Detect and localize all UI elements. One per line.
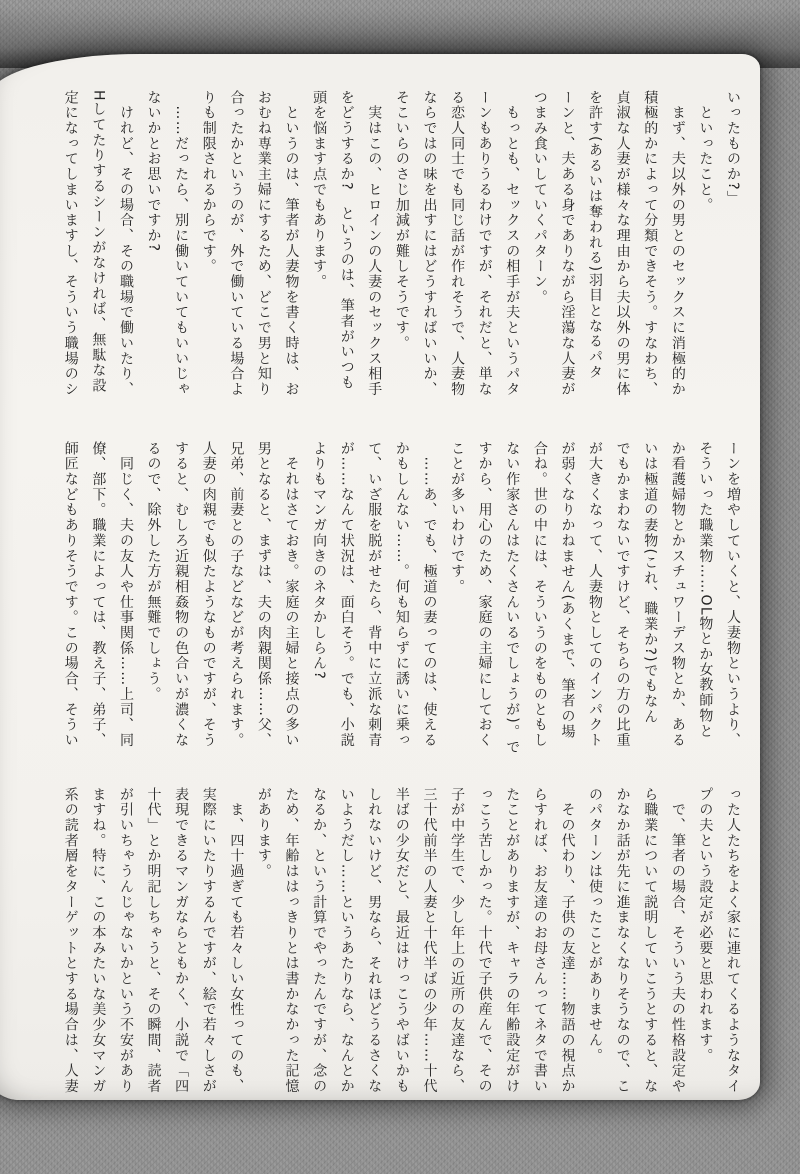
text-column: らすれば、お友達のお母さんってネタで書い (531, 787, 548, 1094)
text-column: ……あ、でも、極道の妻ってのは、使える (421, 441, 438, 748)
text-column: けれど、その場合、その職場で働いたり、 (117, 90, 134, 397)
text-column: 積極的かによって分類できそう。すなわち、 (642, 90, 659, 397)
text-column: 頭を悩ます点でもあります。 (311, 90, 328, 290)
text-column: った人たちをよく家に連れてくるようなタイ (725, 787, 741, 1094)
text-column: が引いちゃうんじゃないかという不安があり (117, 787, 134, 1094)
text-column: のパターンは使ったことがありません。 (587, 787, 604, 1064)
text-column: ならではの味を出すにはどうすればいいか、 (421, 90, 438, 397)
text-column: て、いざ服を脱がせたら、背中に立派な刺青 (366, 441, 383, 748)
text-column: 半ばの少女だと、最近はけっこうやばいかも (393, 787, 410, 1094)
text-column: をどうするか? というのは、筆者がいつも (338, 90, 355, 391)
text-column: 系の読者層をターゲットとする場合は、人妻 (62, 787, 79, 1094)
text-column: そういった職業物……OL物とか女教師物と (697, 441, 714, 739)
scanned-page (0, 54, 760, 1100)
text-column: そこいらのさじ加減が難しそうです。 (393, 90, 410, 351)
text-column: 僚、部下。職業によっては、教え子、弟子、 (90, 441, 107, 748)
text-column: 合ね。世の中には、そういうのをものともし (531, 441, 548, 748)
text-column: ま、四十過ぎても若々しい女性ってのも、 (228, 787, 245, 1094)
text-column: 合ったかというのが、外で働いている場合よ (228, 90, 245, 397)
text-column: 定になってしまいますし、そういう職場のシ (62, 90, 79, 397)
text-column: ないかとお思いですか? (145, 90, 162, 253)
text-column: その代わり、子供の友達……物語の視点か (559, 787, 576, 1094)
text-column: 実はこの、ヒロインの人妻のセックス相手 (366, 90, 383, 397)
text-column: ため、年齢ははっきりとは書かなかった記憶 (283, 787, 300, 1094)
text-column: おむね専業主婦にするため、どこで男と知り (255, 90, 272, 397)
text-column: ーンと、夫ある身でありながら淫蕩な人妻が (559, 90, 576, 397)
text-column: ますね。特に、この本みたいな美少女マンガ (90, 787, 107, 1094)
text-column: りも制限されるからです。 (200, 90, 217, 275)
text-column: 人妻の肉親でも似たようなものですが、そう (200, 441, 217, 748)
text-column: ーンを増やしていくと、人妻物というより、 (725, 441, 741, 748)
text-column: ら職業について説明していこうとすると、な (642, 787, 659, 1094)
text-column: しれないけど、男なら、それほどうるさくな (366, 787, 383, 1094)
text-column: を許す(あるいは奪われる)羽目となるパタ (587, 90, 604, 380)
text-column: でもかまわないですけど、そちらの方の比重 (614, 441, 631, 748)
text-column: かなか話が先に進まなくなりそうなので、こ (614, 787, 631, 1094)
text-column: ない作家さんはたくさんいるでしょうが)。で (504, 441, 521, 755)
text-column: すから、用心のため、家庭の主婦にしておく (476, 441, 493, 748)
text-column: で、筆者の場合、そういう夫の性格設定や (669, 787, 686, 1094)
text-column: Hしてたりするシーンがなければ、無駄な設 (90, 90, 107, 394)
text-column: 貞淑な人妻が様々な理由から夫以外の男に体 (614, 90, 631, 397)
text-column: まず、夫以外の男とのセックスに消極的か (669, 90, 686, 397)
text-column: かもしんない……。何も知らずに誘いに乗っ (393, 441, 410, 748)
text-band-bottom (56, 787, 746, 1103)
text-column: もっとも、セックスの相手が夫というパタ (504, 90, 521, 397)
text-column: があります。 (255, 787, 272, 880)
text-column: すると、むしろ近親相姦物の色合いが濃くな (173, 441, 190, 748)
text-column: いは極道の妻物(これ、職業か?)でもなん (642, 441, 659, 725)
text-column: が……なんて状況は、面白そう。でも、小説 (338, 441, 355, 748)
text-column: 実際にいたりするんですが、絵で若々しさが (200, 787, 217, 1094)
text-column: 表現できるマンガならともかく、小説で「四 (173, 787, 190, 1094)
text-column: 兄弟、前妻との子などなどが考えられます。 (228, 441, 245, 748)
text-band-top (56, 90, 746, 406)
text-column: つまみ食いしていくパターン。 (531, 90, 548, 305)
text-column: いようだし……というあたりなら、なんとか (338, 787, 355, 1094)
text-column: プの夫という設定が必要と思われます。 (697, 787, 714, 1064)
text-column: それはさておき。家庭の主婦と接点の多い (283, 441, 300, 748)
text-column: 十代」とか明記しちゃうと、その瞬間、読者 (145, 787, 162, 1094)
text-column: なるか、という計算でやったんですが、念の (311, 787, 328, 1094)
text-column: が大きくなって、人妻物としてのインパクト (587, 441, 604, 748)
text-column: 男となると、まずは、夫の肉親関係……父、 (255, 441, 272, 748)
text-column: ーンもありうるわけですが、それだと、単な (476, 90, 493, 397)
text-column: 三十代前半の人妻と十代半ばの少年……十代 (421, 787, 438, 1094)
text-column: たことがありますが、キャラの年齢設定がけ (504, 787, 521, 1094)
text-column: る恋人同士でも同じ話が作れそうで、人妻物 (449, 90, 466, 397)
text-column: るので、除外した方が無難でしょう。 (145, 441, 162, 702)
text-band-middle (56, 441, 746, 757)
text-column: 同じく、夫の友人や仕事関係……上司、同 (117, 441, 134, 748)
text-column: っこう苦しかった。十代で子供産んで、その (476, 787, 493, 1094)
text-column: ことが多いわけです。 (449, 441, 466, 595)
text-column: というのは、筆者が人妻物を書く時は、お (283, 90, 300, 397)
text-column: が弱くなりかねません(あくまで、筆者の場 (559, 441, 576, 740)
text-column: 師匠などもありそうです。この場合、そうい (62, 441, 79, 748)
text-column: といったこと。 (697, 90, 714, 213)
text-column: ……だったら、別に働いていてもいいじゃ (173, 90, 190, 397)
text-column: 子が中学生で、少し年上の近所の友達なら、 (449, 787, 466, 1094)
text-column: か看護婦物とかスチュワーデス物とか、ある (669, 441, 686, 748)
text-column: よりもマンガ向きのネタかしらん? (311, 441, 328, 681)
text-column: いったものか?」 (725, 90, 741, 207)
